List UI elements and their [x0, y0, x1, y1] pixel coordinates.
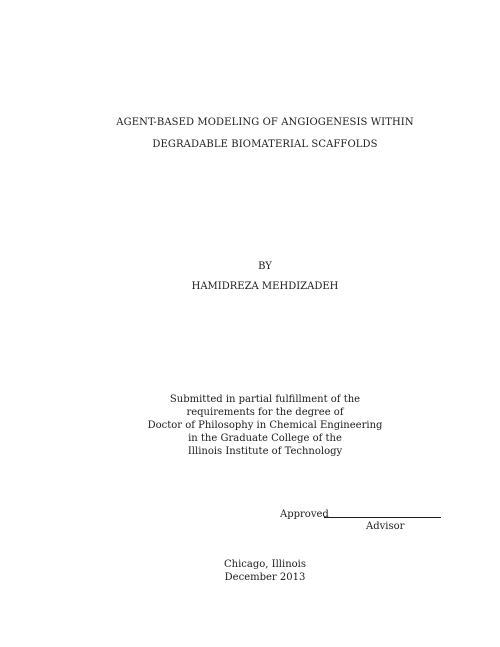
submission-line: requirements for the degree of	[186, 407, 344, 418]
by-label: BY	[258, 261, 272, 272]
place-date-block	[0, 558, 500, 584]
thesis-title	[0, 112, 500, 156]
submission-line: in the Graduate College of the	[188, 433, 342, 444]
approved-label: Approved	[280, 509, 329, 520]
submission-line: Submitted in partial fulfillment of the	[169, 394, 361, 405]
submission-line: Doctor of Philosophy in Chemical Engineering	[147, 420, 383, 431]
advisor-label: Advisor	[366, 521, 405, 532]
author-block	[0, 257, 500, 297]
submission-statement	[0, 393, 500, 458]
submission-line: Illinois Institute of Technology	[187, 446, 343, 457]
title-line-1: AGENT-BASED MODELING OF ANGIOGENESIS WITHIN	[116, 117, 414, 128]
signature-line	[324, 517, 441, 518]
city-label: Chicago, Illinois	[224, 559, 306, 570]
author-name: HAMIDREZA MEHDIZADEH	[191, 281, 339, 292]
date-label: December 2013	[224, 572, 306, 583]
title-line-2: DEGRADABLE BIOMATERIAL SCAFFOLDS	[152, 139, 378, 150]
